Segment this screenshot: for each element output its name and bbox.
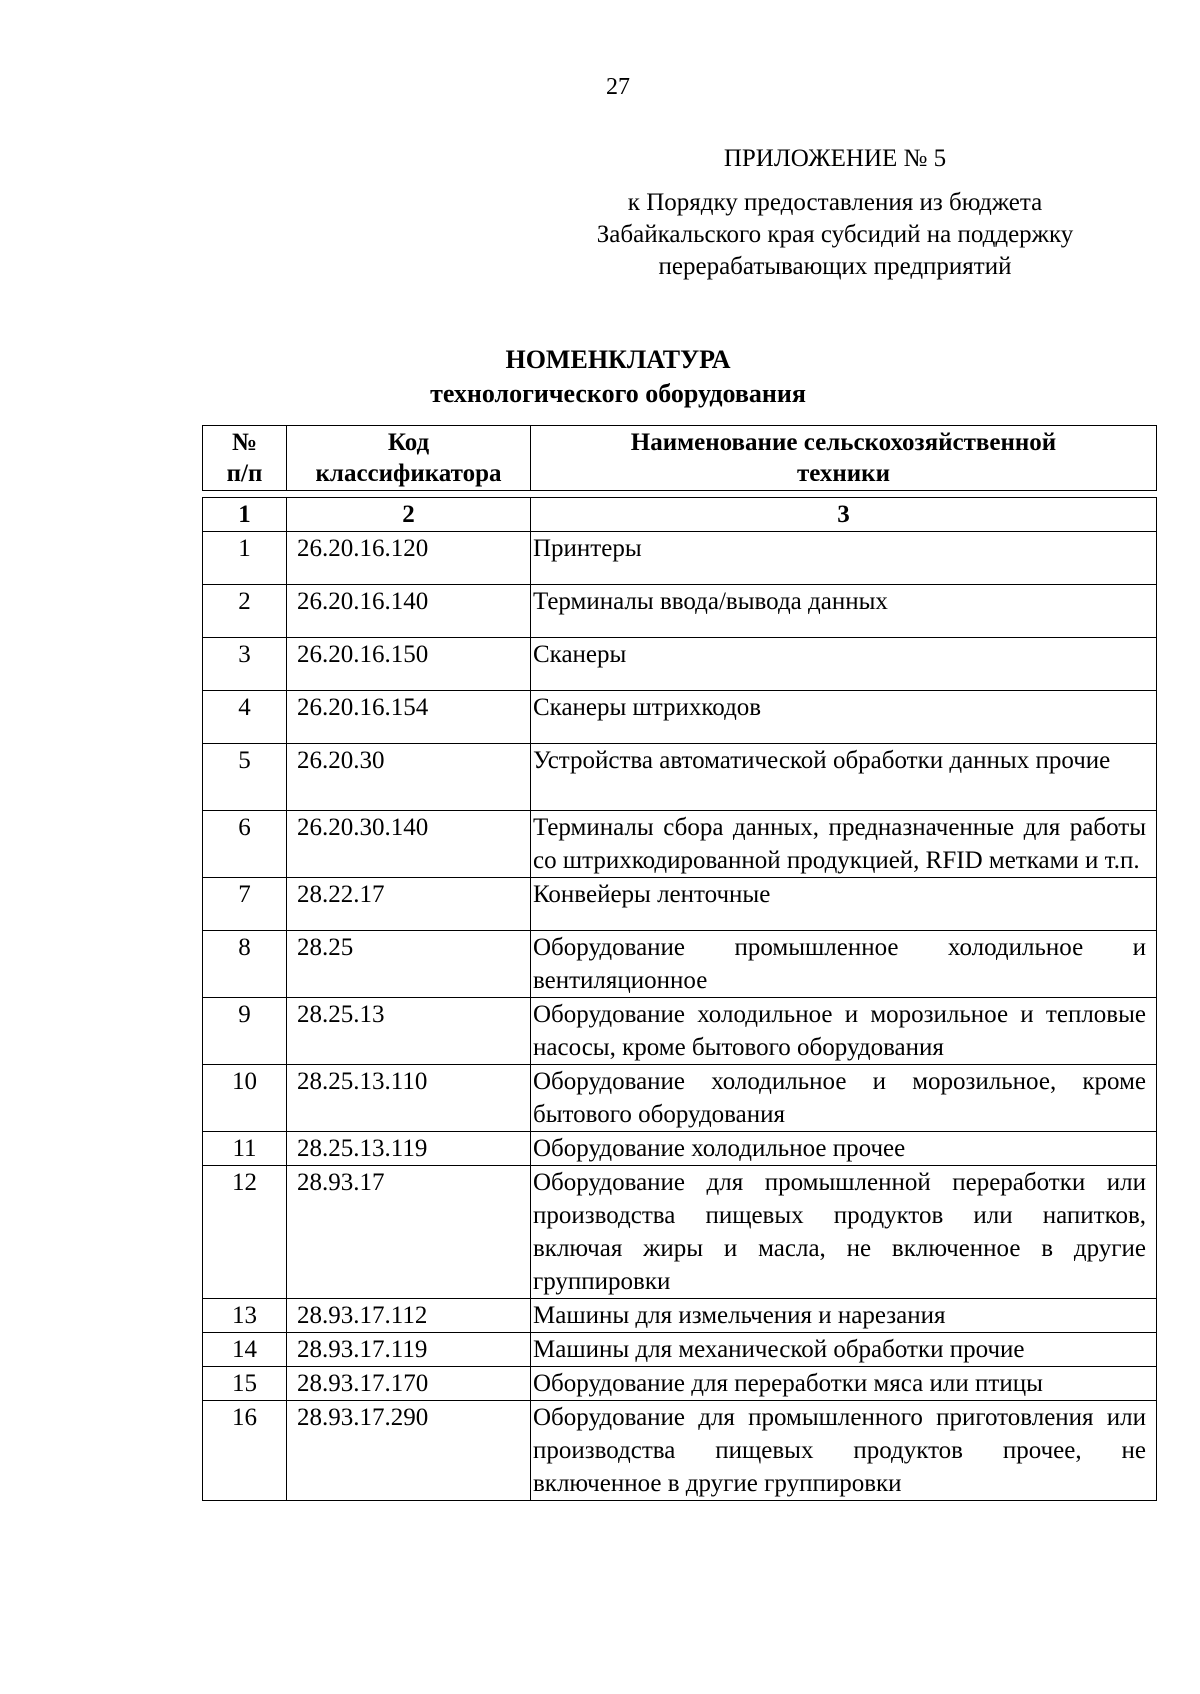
document-title: НОМЕНКЛАТУРА (505, 345, 731, 374)
header-text: № (231, 429, 258, 456)
row-code: 26.20.16.154 (287, 691, 531, 744)
row-code: 28.25.13.110 (287, 1065, 531, 1132)
row-number: 15 (203, 1367, 287, 1401)
row-name: Конвейеры ленточные (531, 878, 1157, 931)
document-heading (0, 343, 1200, 411)
row-name: Оборудование холодильное и морозильное и тепловые насосы, кроме бытового оборудования (531, 998, 1157, 1065)
table-header (202, 425, 1157, 491)
row-number: 2 (203, 585, 287, 638)
row-name: Принтеры (531, 532, 1157, 585)
table-row (203, 1065, 1157, 1132)
header-cell-code (287, 426, 531, 491)
appendix-line: Забайкальского края субсидий на поддержку (596, 221, 1074, 248)
row-number: 8 (203, 931, 287, 998)
row-number: 16 (203, 1401, 287, 1501)
row-number: 4 (203, 691, 287, 744)
row-name: Машины для измельчения и нарезания (531, 1299, 1157, 1333)
row-name: Оборудование для промышленной переработки или производства пищевых продуктов или напитков, включая жиры и масла, не включенное в другие группировки (531, 1166, 1157, 1299)
table-row (203, 585, 1157, 638)
row-name: Сканеры (531, 638, 1157, 691)
table-row (203, 931, 1157, 998)
row-code: 26.20.16.120 (287, 532, 531, 585)
row-name: Машины для механической обработки прочие (531, 1333, 1157, 1367)
table-row (203, 811, 1157, 878)
row-number: 10 (203, 1065, 287, 1132)
row-code: 28.93.17 (287, 1166, 531, 1299)
document-subtitle: технологического оборудования (430, 379, 806, 408)
row-name: Оборудование холодильное и морозильное, кроме бытового оборудования (531, 1065, 1157, 1132)
row-name: Оборудование для переработки мяса или птицы (531, 1367, 1157, 1401)
table-row (203, 691, 1157, 744)
table-row (203, 878, 1157, 931)
page-number: 27 (606, 74, 630, 100)
appendix-line: перерабатывающих предприятий (658, 253, 1012, 280)
row-name: Терминалы сбора данных, предназначенные для работы со штрихкодированной продукцией, RFID метками и т.п. (531, 811, 1157, 878)
table-row (203, 638, 1157, 691)
row-code: 26.20.30.140 (287, 811, 531, 878)
row-number: 1 (203, 532, 287, 585)
table-row (203, 1401, 1157, 1501)
table-row (203, 744, 1157, 811)
row-code: 26.20.30 (287, 744, 531, 811)
row-code: 28.93.17.170 (287, 1367, 531, 1401)
row-code: 26.20.16.140 (287, 585, 531, 638)
column-number: 3 (531, 498, 1157, 532)
row-name: Терминалы ввода/вывода данных (531, 585, 1157, 638)
row-number: 13 (203, 1299, 287, 1333)
header-text: Наименование сельскохозяйственной (630, 429, 1057, 456)
row-number: 3 (203, 638, 287, 691)
row-code: 26.20.16.150 (287, 638, 531, 691)
header-text: классификатора (315, 460, 502, 487)
column-number-row (203, 498, 1157, 532)
row-number: 5 (203, 744, 287, 811)
row-code: 28.25.13 (287, 998, 531, 1065)
table-row (203, 1333, 1157, 1367)
row-name: Сканеры штрихкодов (531, 691, 1157, 744)
header-row (203, 426, 1157, 491)
table-row (203, 1166, 1157, 1299)
row-number: 6 (203, 811, 287, 878)
appendix-block (540, 143, 1130, 283)
table-row (203, 532, 1157, 585)
row-code: 28.93.17.290 (287, 1401, 531, 1501)
header-text: техники (797, 460, 890, 487)
row-number: 7 (203, 878, 287, 931)
appendix-line: к Порядку предоставления из бюджета (627, 189, 1043, 216)
column-number: 2 (287, 498, 531, 532)
row-code: 28.22.17 (287, 878, 531, 931)
table-row (203, 1132, 1157, 1166)
row-number: 14 (203, 1333, 287, 1367)
header-cell-number (203, 426, 287, 491)
column-number: 1 (203, 498, 287, 532)
row-number: 9 (203, 998, 287, 1065)
row-name: Устройства автоматической обработки данных прочие (531, 744, 1157, 811)
appendix-title: ПРИЛОЖЕНИЕ № 5 (723, 145, 947, 172)
table-row (203, 1367, 1157, 1401)
row-number: 12 (203, 1166, 287, 1299)
row-code: 28.25 (287, 931, 531, 998)
row-code: 28.25.13.119 (287, 1132, 531, 1166)
row-code: 28.93.17.112 (287, 1299, 531, 1333)
equipment-table (202, 497, 1157, 1501)
row-number: 11 (203, 1132, 287, 1166)
header-text: п/п (226, 460, 263, 487)
row-name: Оборудование для промышленного приготовления или производства пищевых продуктов прочее, не включенное в другие группировки (531, 1401, 1157, 1501)
table-row (203, 998, 1157, 1065)
row-name: Оборудование промышленное холодильное и вентиляционное (531, 931, 1157, 998)
table-row (203, 1299, 1157, 1333)
row-name: Оборудование холодильное прочее (531, 1132, 1157, 1166)
header-cell-name (531, 426, 1157, 491)
header-text: Код (387, 429, 430, 456)
row-code: 28.93.17.119 (287, 1333, 531, 1367)
